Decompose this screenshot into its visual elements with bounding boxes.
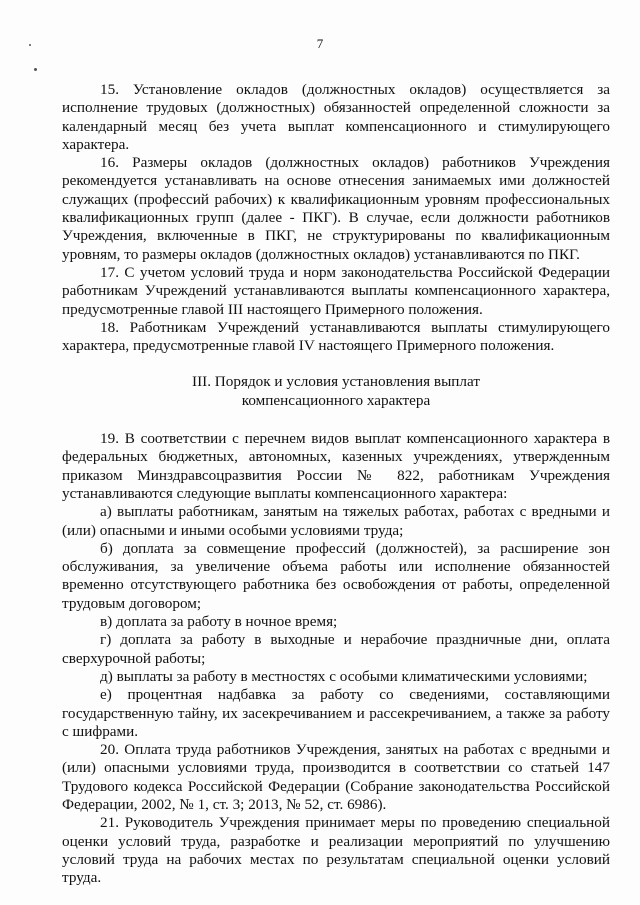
scan-speck [34,68,37,71]
page-number: 7 [316,36,324,51]
paragraph-20: 20. Оплата труда работников Учреждения, занятых на работах с вредными и (или) опасными условиями труда, производится в соответствии со статьей 147 Трудового кодекса Российской Федерации (Собрание законодательства Российской Федерации, 2002, № 1, ст. 3; 2013, № 52, ст. 6986). [62,741,610,813]
list-item-v: в) доплата за работу в ночное время; [100,613,338,631]
list-item-e: е) процентная надбавка за работу со сведениями, составляющими государственную тайну, их засекречиванием и рассекречиванием, а также за работу с шифрами. [62,686,610,740]
paragraph-17: 17. С учетом условий труда и норм законодательства Российской Федерации работникам Учреждений устанавливаются выплаты компенсационного характера, предусмотренные главой III настоящего Примерного положения. [62,263,610,318]
list-item-d: д) выплаты за работу в местностях с особыми климатическими условиями; [100,667,588,685]
paragraph-16: 16. Размеры окладов (должностных окладов) работников Учреждения рекомендуется устанавливать на основе отнесения занимаемых ими должностей служащих (профессий рабочих) к квалификационным уровням профессиональных квалификационных групп (далее - ПКГ). В случае, если должности работников Учреждения, включенные в ПКГ, не структурированы по квалификационным уровням, то размеры окладов (должностных окладов) устанавливаются по ПКГ. [62,154,610,263]
list-item-b: б) доплата за совмещение профессий (должностей), за расширение зон обслуживания, за увеличение объема работы или исполнение обязанностей временно отсутствующего работника без освобождения от работы, определенной трудовым договором; [62,539,610,612]
list-item-a: а) выплаты работникам, занятым на тяжелых работах, работах с вредными и (или) опасными и иными особыми условиями труда; [62,503,610,539]
section-heading-line2: компенсационного характера [241,391,431,409]
section-heading [62,373,610,410]
section-heading-line1: III. Порядок и условия установления выплат [192,373,480,391]
paragraph-15: 15. Установление окладов (должностных окладов) осуществляется за исполнение трудовых (должностных) обязанностей определенной сложности за календарный месяц без учета выплат компенсационного и стимулирующего характера. [62,81,610,153]
document-body [62,81,610,887]
list-item-g: г) доплата за работу в выходные и нерабочие праздничные дни, оплата сверхурочной работы; [62,631,610,667]
paragraph-19: 19. В соответствии с перечнем видов выплат компенсационного характера в федеральных бюджетных, автономных, казенных учреждениях, утвержденным приказом Минздравсоцразвития России № 822, работникам Учреждения устанавливаются следующие выплаты компенсационного характера: [62,430,610,502]
paragraph-21: 21. Руководитель Учреждения принимает меры по проведению специальной оценки условий труда, разработке и реализации мероприятий по улучшению условий труда на рабочих местах по результатам специальной оценки условий труда. [62,814,610,887]
paragraph-18: 18. Работникам Учреждений устанавливаются выплаты стимулирующего характера, предусмотренные главой IV настоящего Примерного положения. [62,318,610,355]
